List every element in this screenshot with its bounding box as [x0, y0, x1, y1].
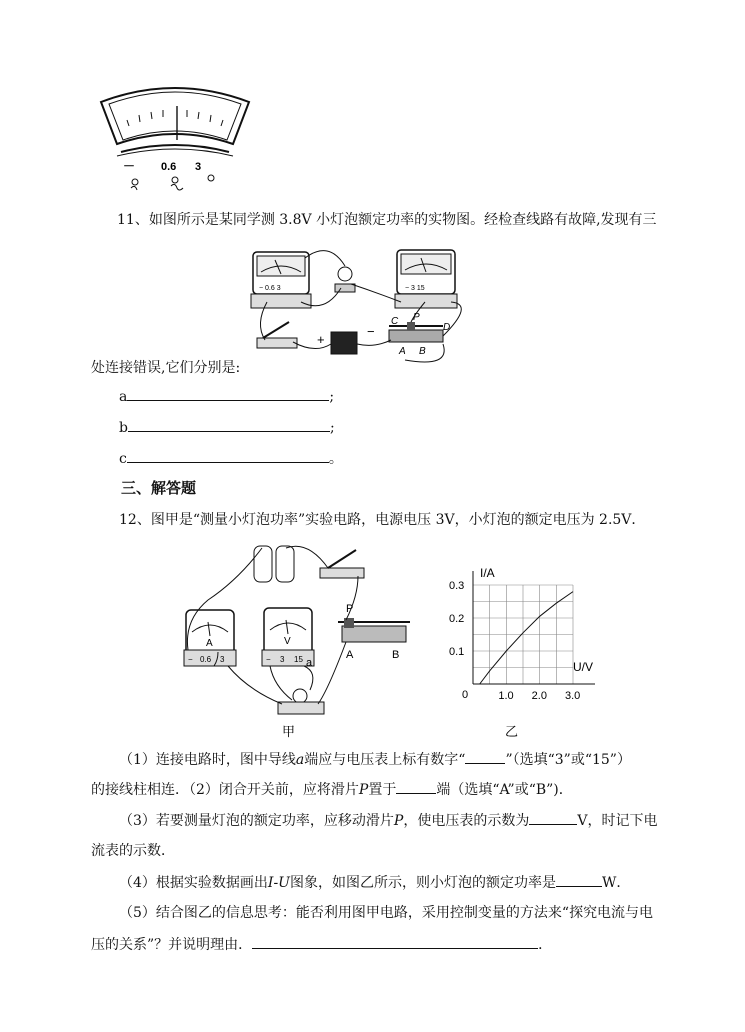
voltmeter-terminal-minus: −: [266, 655, 271, 664]
y-tick-label: 0.3: [449, 580, 465, 592]
y-tick-label: 0.2: [449, 613, 465, 625]
q12-part3-cont: 流表的示数．: [91, 843, 175, 859]
blank-reason[interactable]: [252, 934, 538, 949]
blank-voltage[interactable]: [529, 810, 577, 825]
q11-line2: 处连接错误,它们分别是:: [91, 360, 241, 376]
blank-slider-end[interactable]: [396, 779, 436, 794]
q11-battery-plus: +: [317, 332, 325, 347]
y-tick-label: 0.1: [449, 646, 465, 658]
q11-answer-a: a ;: [119, 386, 334, 407]
q11-voltmeter-terminals: − 3 15: [405, 285, 425, 292]
x-tick-label: 2.0: [531, 690, 547, 702]
q12-stem: 12、图甲是“测量小灯泡功率”实验电路，电源电压 3V，小灯泡的额定电压为 2.5V．: [119, 512, 646, 528]
answer-letter: c: [119, 451, 127, 467]
wire-a-label: a: [306, 657, 313, 669]
answer-blank-b[interactable]: [128, 417, 330, 432]
q12-part4: （4）根据实验数据画出I-U图象，如图乙所示，则小灯泡的额定功率是 W．: [119, 872, 630, 893]
ammeter-letter: A: [206, 638, 213, 649]
ammeter-terminal-minus: −: [188, 655, 193, 664]
q11-label-D: D: [443, 322, 451, 333]
fig-yi-chart: [440, 560, 600, 750]
meter-dial-figure: [95, 82, 255, 194]
blank-power[interactable]: [556, 872, 602, 887]
answer-letter: b: [119, 420, 128, 436]
chart-grid: [473, 585, 573, 684]
q11-label-A: A: [399, 346, 406, 357]
rheostat-B: B: [392, 649, 400, 661]
rheostat-P: P: [346, 603, 354, 615]
fig-yi-caption: 乙: [505, 725, 519, 740]
q11-label-P: P: [413, 312, 420, 323]
ammeter-terminal-3: 3: [220, 655, 225, 664]
q11-label-C: C: [391, 316, 399, 327]
q11-ammeter-terminals: − 0.6 3: [259, 285, 281, 292]
answer-blank-a[interactable]: [127, 386, 329, 401]
ammeter-terminal-0.6: 0.6: [200, 655, 212, 664]
x-tick-label: 3.0: [565, 690, 581, 702]
q11-circuit-figure: [245, 244, 475, 370]
blank-terminal[interactable]: [465, 749, 505, 764]
section-title: 三、解答题: [121, 479, 197, 497]
q12-part5: （5）结合图乙的信息思考：能否利用图甲电路，采用控制变量的方法来“探究电流与电: [119, 905, 654, 921]
fig-jia-circuit: [178, 540, 424, 740]
answer-letter: a: [119, 389, 128, 405]
chart-origin-label: 0: [462, 689, 469, 701]
answer-blank-c[interactable]: [127, 448, 329, 463]
voltmeter-terminal-15: 15: [294, 655, 303, 664]
meter-terminal-minus: －: [123, 159, 136, 173]
meter-terminal-0.6: 0.6: [161, 161, 177, 173]
chart-x-axis-label: U/V: [573, 660, 594, 674]
q12-part2: 的接线柱相连．（2）闭合开关前，应将滑片P置于 端（选填“A”或“B”)．: [91, 779, 573, 800]
voltmeter-terminal-3: 3: [280, 655, 285, 664]
voltmeter-letter: V: [284, 636, 291, 647]
q11-answer-b: b ;: [119, 417, 335, 438]
q11-line1: 11、如图所示是某同学测 3.8V 小灯泡额定功率的实物图。经检查线路有故障,发现有三: [117, 212, 657, 228]
rheostat-A: A: [346, 649, 354, 661]
q12-part5-cont: 压的关系”？并说明理由． ．: [91, 934, 552, 955]
q11-label-B: B: [419, 346, 426, 357]
q11-answer-c: c 。: [119, 448, 343, 469]
chart-y-axis-label: I/A: [480, 566, 495, 580]
chart-series-line: [480, 592, 573, 684]
q12-part3: （3）若要测量灯泡的额定功率，应移动滑片P，使电压表的示数为 V，时记下电: [119, 810, 657, 831]
meter-terminal-3: 3: [195, 161, 202, 173]
fig-jia-caption: 甲: [282, 725, 296, 740]
x-tick-label: 1.0: [498, 690, 514, 702]
q12-part1: （1）连接电路时，图中导线a端应与电压表上标有数字“ ”（选填“3”或“15”）: [119, 749, 631, 770]
q11-battery-minus: −: [367, 324, 375, 339]
